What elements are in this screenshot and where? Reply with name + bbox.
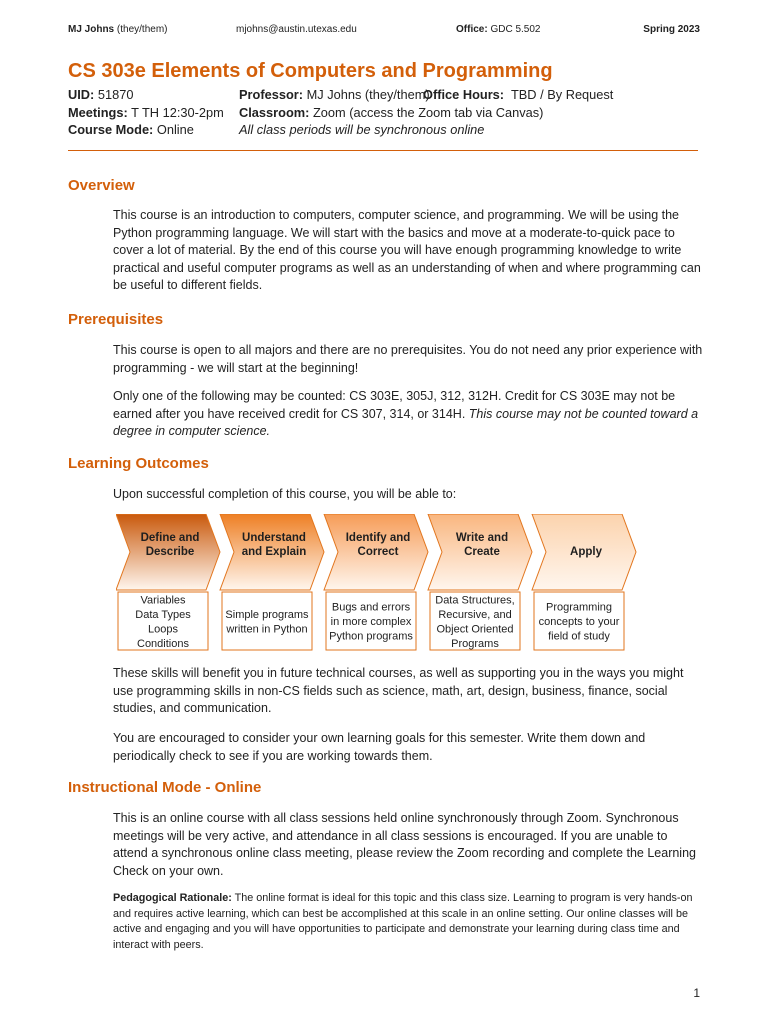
credit-restriction-main: Only one of the following may be counted: CS 303E, 305J, 312, 312H. Credit for CS 303E may not be earned after you have received credit for CS 307, 314, or 314H.: [113, 389, 676, 421]
meetings-label: Meetings:: [68, 104, 128, 120]
rationale-label: Pedagogical Rationale:: [113, 892, 232, 904]
uid: [68, 86, 133, 104]
outcome-title-line: Write and: [455, 532, 509, 544]
meetings: [68, 104, 224, 122]
outcome-detail-line: Programming: [545, 601, 613, 614]
document-header: [68, 24, 700, 40]
term-label: Spring 2023: [643, 24, 700, 35]
outcome-title-line: Apply: [570, 546, 602, 558]
outcome-detail-line: Programs: [451, 637, 499, 650]
outcome-detail-line: Data Structures,: [435, 594, 515, 607]
outcomes-benefits-text: These skills will benefit you in future technical courses, as well as supporting you in the ways you might use programming skills in non-CS fields such as science, math, art, design, business, finance, social studies, and communication.: [113, 666, 684, 715]
header-divider: [68, 150, 698, 151]
outcome-detail-line: Python programs: [329, 630, 413, 643]
outcome-title-line: Correct: [357, 546, 399, 558]
professor-value: MJ Johns (they/them): [306, 87, 430, 102]
overview-text: This course is an introduction to computers, computer science, and programming. We will be using the Python programming language. We will start with the basics and move at a moderate-to-quick pace to cover a lot of material. By the end of this course you will have enough programming knowledge to write practical and useful computer programs as well as an understanding of when and where programming can be useful to different fields.: [113, 208, 701, 292]
sync-note: All class periods will be synchronous online: [239, 122, 485, 137]
outcome-detail-line: Simple programs: [225, 608, 309, 621]
outcome-detail-line: field of study: [548, 630, 610, 643]
outcomes-intro: Upon successful completion of this course, you will be able to:: [113, 487, 457, 501]
course-mode-label: Course Mode:: [68, 122, 154, 137]
learning-goals-text: You are encouraged to consider your own learning goals for this semester. Write them down and periodically check to see if you are working towards them.: [113, 731, 646, 763]
instructional-mode-heading: Instructional Mode - Online: [68, 779, 262, 796]
outcome-title-line: Describe: [145, 546, 195, 558]
outcomes-heading: Learning Outcomes: [68, 455, 209, 472]
classroom: [239, 104, 543, 122]
outcome-detail-line: concepts to your: [538, 616, 620, 628]
course-mode-value: Online: [156, 122, 194, 137]
course-mode: [68, 121, 194, 139]
instructional-mode-text: This is an online course with all class sessions held online synchronously through Zoom. Synchronous meetings will be very active, and attendance in all class sessions is encouraged. If you are unable to attend a synchronous online class meeting, please review the Zoom recording and complete the Learning Check on your own.: [113, 811, 696, 878]
uid-label: UID:: [68, 87, 95, 102]
office-value: GDC 5.502: [490, 24, 541, 35]
outcome-detail-box-2: [222, 592, 312, 650]
rationale-text: The online format is ideal for this topic and this class size. Learning to program is very hands-on and requires active learning, which can best be accomplished at this scale in an online setting. Our online classes will be active and engaging and you will have opportunities to participate and demonstrate your learning during class time and interact with peers.: [113, 892, 693, 951]
outcome-detail-line: Loops: [148, 623, 178, 636]
outcome-detail-line: in more complex: [330, 616, 412, 628]
outcome-detail-line: Object Oriented: [436, 623, 514, 636]
outcome-title-line: Define and: [140, 532, 200, 544]
pedagogical-rationale: [113, 891, 703, 953]
meetings-value: T TH 12:30-2pm: [131, 104, 224, 120]
outcome-detail-line: Data Types: [135, 608, 191, 621]
author-name: MJ Johns: [68, 24, 115, 35]
prerequisites-heading: Prerequisites: [68, 311, 164, 328]
outcome-detail-line: Variables: [140, 594, 186, 607]
outcome-detail-line: Recursive, and: [438, 608, 512, 621]
outcome-title-line: and Explain: [241, 546, 307, 558]
author-info: [68, 24, 167, 35]
office-location: [456, 24, 540, 35]
prerequisites-text: This course is open to all majors and there are no prerequisites. You do not need any prior experience with programming - we will start at the beginning!: [113, 343, 703, 375]
author-email: mjohns@austin.utexas.edu: [236, 24, 357, 35]
overview-heading: Overview: [68, 177, 135, 194]
office-hours-label: Office Hours:: [423, 87, 505, 102]
office-label: Office:: [456, 24, 488, 35]
outcome-detail-line: Bugs and errors: [331, 601, 411, 614]
author-pronouns: (they/them): [116, 24, 168, 35]
outcome-detail-line: Conditions: [137, 637, 189, 650]
course-title: CS 303e Elements of Computers and Programming: [68, 60, 553, 82]
outcome-title-line: Identify and: [345, 532, 411, 544]
course-meta: [68, 86, 700, 139]
office-hours: [423, 86, 613, 104]
credit-restriction-text: [113, 388, 703, 441]
credit-restriction-note: This course may not be counted toward a degree in computer science.: [113, 406, 699, 438]
professor: [239, 86, 430, 104]
professor-label: Professor:: [239, 87, 304, 102]
outcome-detail-line: written in Python: [226, 623, 308, 636]
classroom-label: Classroom:: [239, 104, 310, 120]
outcome-title-line: Understand: [242, 532, 306, 544]
classroom-value: Zoom (access the Zoom tab via Canvas): [312, 104, 544, 120]
page-number: 1: [693, 986, 700, 1000]
outcome-title-line: Create: [464, 546, 500, 558]
learning-outcomes-diagram: [116, 514, 656, 652]
office-hours-value: TBD / By Request: [510, 87, 614, 102]
uid-value: 51870: [97, 87, 134, 102]
